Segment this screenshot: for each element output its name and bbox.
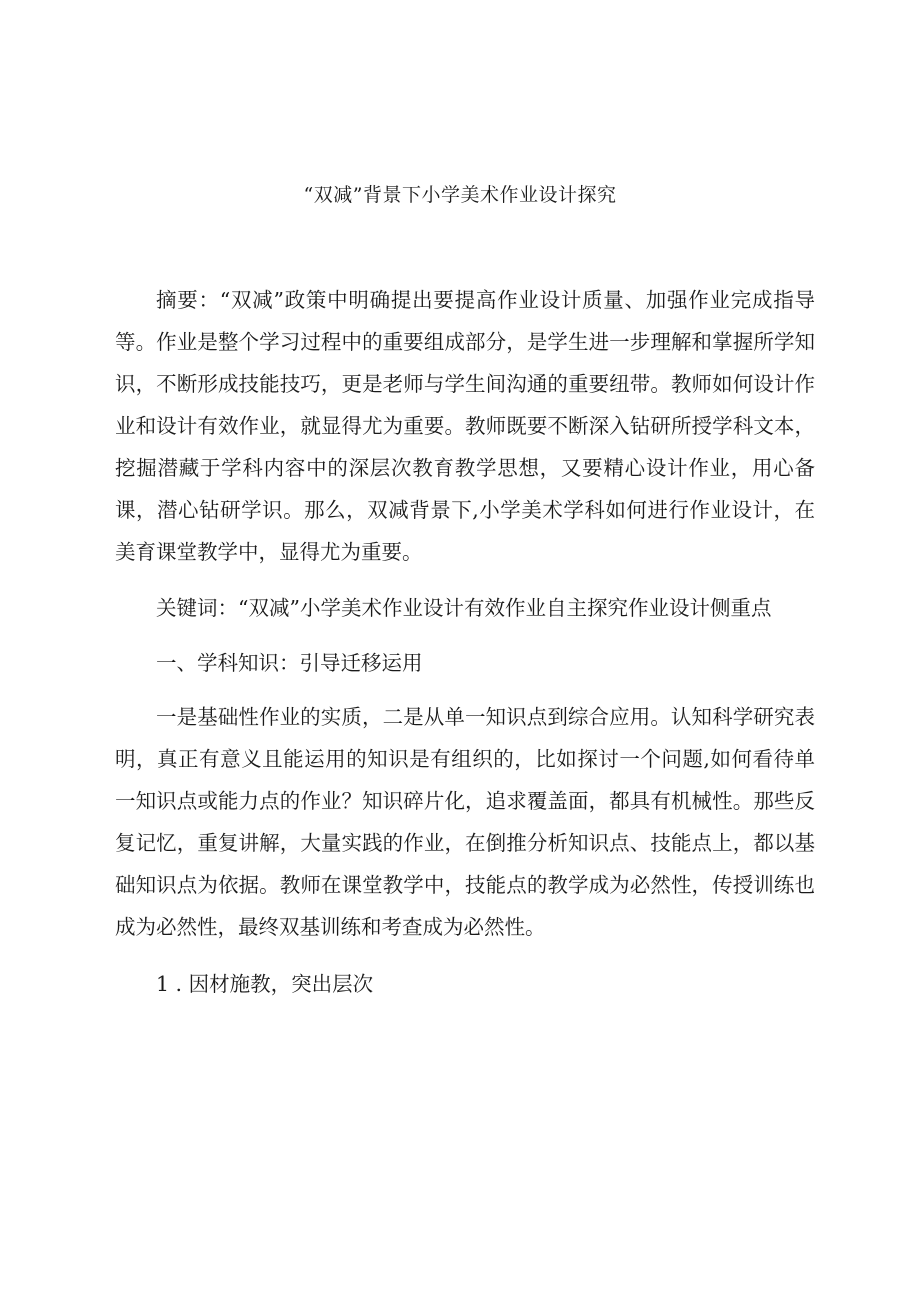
document-title: “双减”背景下小学美术作业设计探究: [303, 184, 617, 206]
section-heading: 一、学科知识：引导迁移运用: [156, 651, 423, 675]
subsection-heading: 1 . 因材施教，突出层次: [156, 972, 374, 996]
abstract-paragraph: 摘要：“双减”政策中明确提出要提高作业设计质量、加强作业完成指导等。作业是整个学习过程中的重要组成部分，是学生进一步理解和掌握所学知识，不断形成技能技巧，更是老师与学生间沟通的重要纽带。教师如何设计作业和设计有效作业，就显得尤为重要。教师既要不断深入钻研所授学科文本，挖掘潜藏于学科内容中的深层次教育教学思想，又要精心设计作业，用心备课，潜心钻研学识。那么，双减背景下,小学美术学科如何进行作业设计，在美育课堂教学中，显得尤为重要。: [115, 288, 815, 564]
body-paragraph: 一是基础性作业的实质，二是从单一知识点到综合应用。认知科学研究表明，真正有意义且能运用的知识是有组织的，比如探讨一个问题,如何看待单一知识点或能力点的作业？知识碎片化，追求覆盖面，都具有机械性。那些反复记忆，重复讲解，大量实践的作业，在倒推分析知识点、技能点上，都以基础知识点为依据。教师在课堂教学中，技能点的教学成为必然性，传授训练也成为必然性，最终双基训练和考查成为必然性。: [115, 705, 815, 939]
keywords-line: 关键词：“双减”小学美术作业设计有效作业自主探究作业设计侧重点: [156, 596, 772, 620]
